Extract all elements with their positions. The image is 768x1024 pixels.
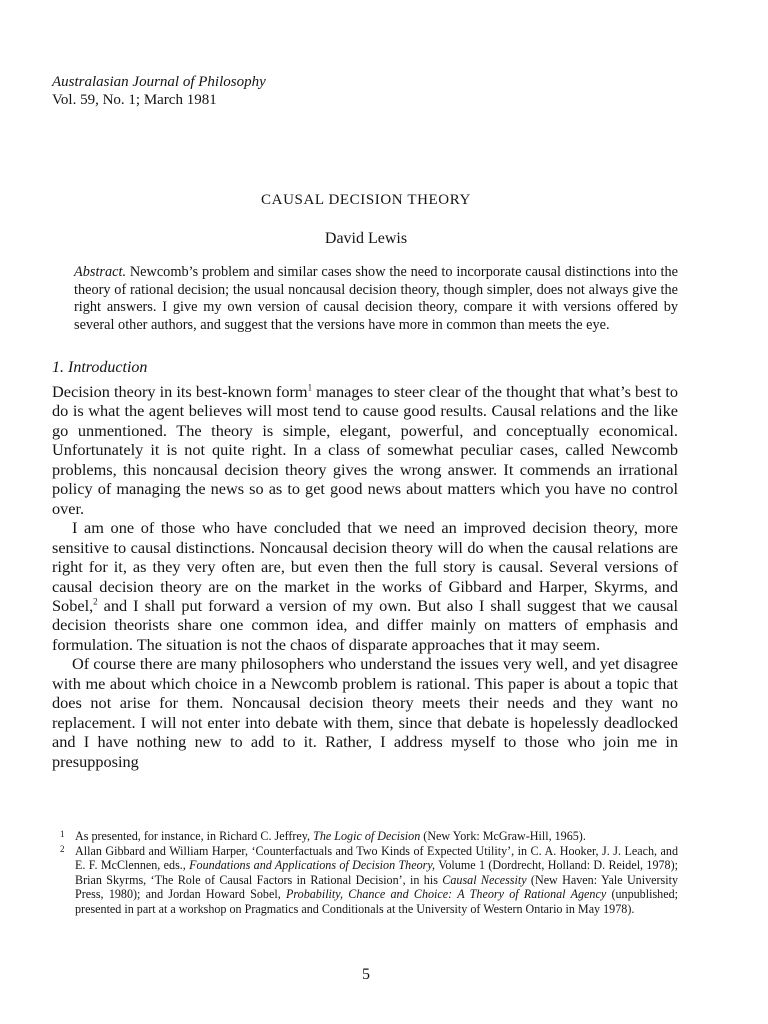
- paragraph-1: [52, 382, 678, 518]
- paragraph-1-text-a: Decision theory in its best-known form: [52, 382, 308, 401]
- footnote-1-marker: 1: [60, 829, 65, 839]
- footnote-2-text-a: Allan Gibbard and William Harper, ‘Counterfactuals and Two Kinds of Expected Utility’, in C. A. Hooker, J. J. Leach, and E. F. McClennen, eds.,: [75, 843, 678, 873]
- footnote-ref-2: 2: [93, 596, 98, 607]
- paragraph-2-text-a: I am one of those who have concluded that we need an improved decision theory, more sensitive to causal distinctions. Noncausal decision theory will do when the causal relations are right for it, as they very often are, but even then the full story is causal. Several versions of causal decision theory are on the market in the works of Gibbard and Harper, Skyrms, and Sobel,: [52, 518, 678, 615]
- footnotes: [60, 829, 678, 917]
- abstract-label: Abstract.: [74, 264, 127, 280]
- page-number: 5: [362, 966, 370, 983]
- paper-title: CAUSAL DECISION THEORY: [261, 192, 471, 208]
- footnote-2-marker: 2: [60, 843, 65, 854]
- paragraph-1-text-b: manages to steer clear of the thought that what’s best to do is what the agent believes will most tend to cause good results. Causal relations and the like go unmentioned. The theory is simple, elegant, powerful, and conceptually economical. Unfortunately it is not quite right. In a class of somewhat peculiar cases, called Newcomb problems, this noncausal decision theory gives the wrong answer. It commends an irrational policy of managing the news so as to get good news about matters which you have no control over.: [52, 382, 678, 518]
- footnote-1-title: The Logic of Decision: [313, 829, 421, 843]
- footnote-2-text-b: Volume 1 (Dordrecht, Holland: D. Reidel, 1978); Brian Skyrms, ‘The Role of Causal Factors in Rational Decision’, in his: [75, 858, 678, 887]
- footnote-2-title-2: Causal Necessity: [442, 872, 527, 887]
- abstract: [74, 264, 678, 334]
- paper-author: David Lewis: [324, 230, 408, 247]
- body-text: [52, 382, 678, 771]
- footnote-1-text-a: As presented, for instance, in Richard C. Jeffrey,: [75, 829, 314, 843]
- abstract-text: Newcomb’s problem and similar cases show the need to incorporate causal distinctions into the theory of rational decision; the usual noncausal decision theory, though simpler, does not always give the right answers. I give my own version of causal decision theory, compare it with versions offered by several other authors, and suggest that the versions have more in common than meets the eye.: [74, 264, 678, 333]
- paragraph-2-text-b: and I shall put forward a version of my own. But also I shall suggest that we causal decision theorists share one common idea, and differ mainly on matters of emphasis and formulation. The situation is not the chaos of disparate approaches that it may seem.: [52, 595, 678, 654]
- journal-volume: Vol. 59, No. 1; March 1981: [52, 92, 217, 108]
- paragraph-3: Of course there are many philosophers who understand the issues very well, and yet disagree with me about which choice in a Newcomb problem is rational. This paper is about a topic that does not arise for them. Noncausal decision theory meets their needs and they want no replacement. I will not enter into debate with them, since that debate is hopelessly deadlocked and I have nothing new to add to it. Rather, I address myself to those who join me in presupposing: [52, 654, 678, 771]
- footnote-2-text-c: (New Haven: Yale University Press, 1980); and Jordan Howard Sobel,: [75, 872, 678, 902]
- footnote-1-text-b: (New York: McGraw-Hill, 1965).: [420, 829, 586, 843]
- footnote-1: [60, 829, 678, 844]
- journal-name: Australasian Journal of Philosophy: [52, 74, 266, 90]
- footnote-2-title-1: Foundations and Applications of Decision Theory,: [189, 858, 436, 873]
- section-heading: 1. Introduction: [52, 359, 148, 376]
- footnote-ref-1: 1: [307, 382, 313, 393]
- journal-header: [52, 73, 266, 109]
- footnote-2-title-3: Probability, Chance and Choice: A Theory of Rational Agency: [286, 887, 607, 902]
- footnote-2-text-d: (unpublished; presented in part at a workshop on Pragmatics and Conditionals at the University of Western Ontario in May 1978).: [75, 887, 678, 916]
- footnote-2: [60, 844, 678, 917]
- paragraph-2: [52, 518, 678, 654]
